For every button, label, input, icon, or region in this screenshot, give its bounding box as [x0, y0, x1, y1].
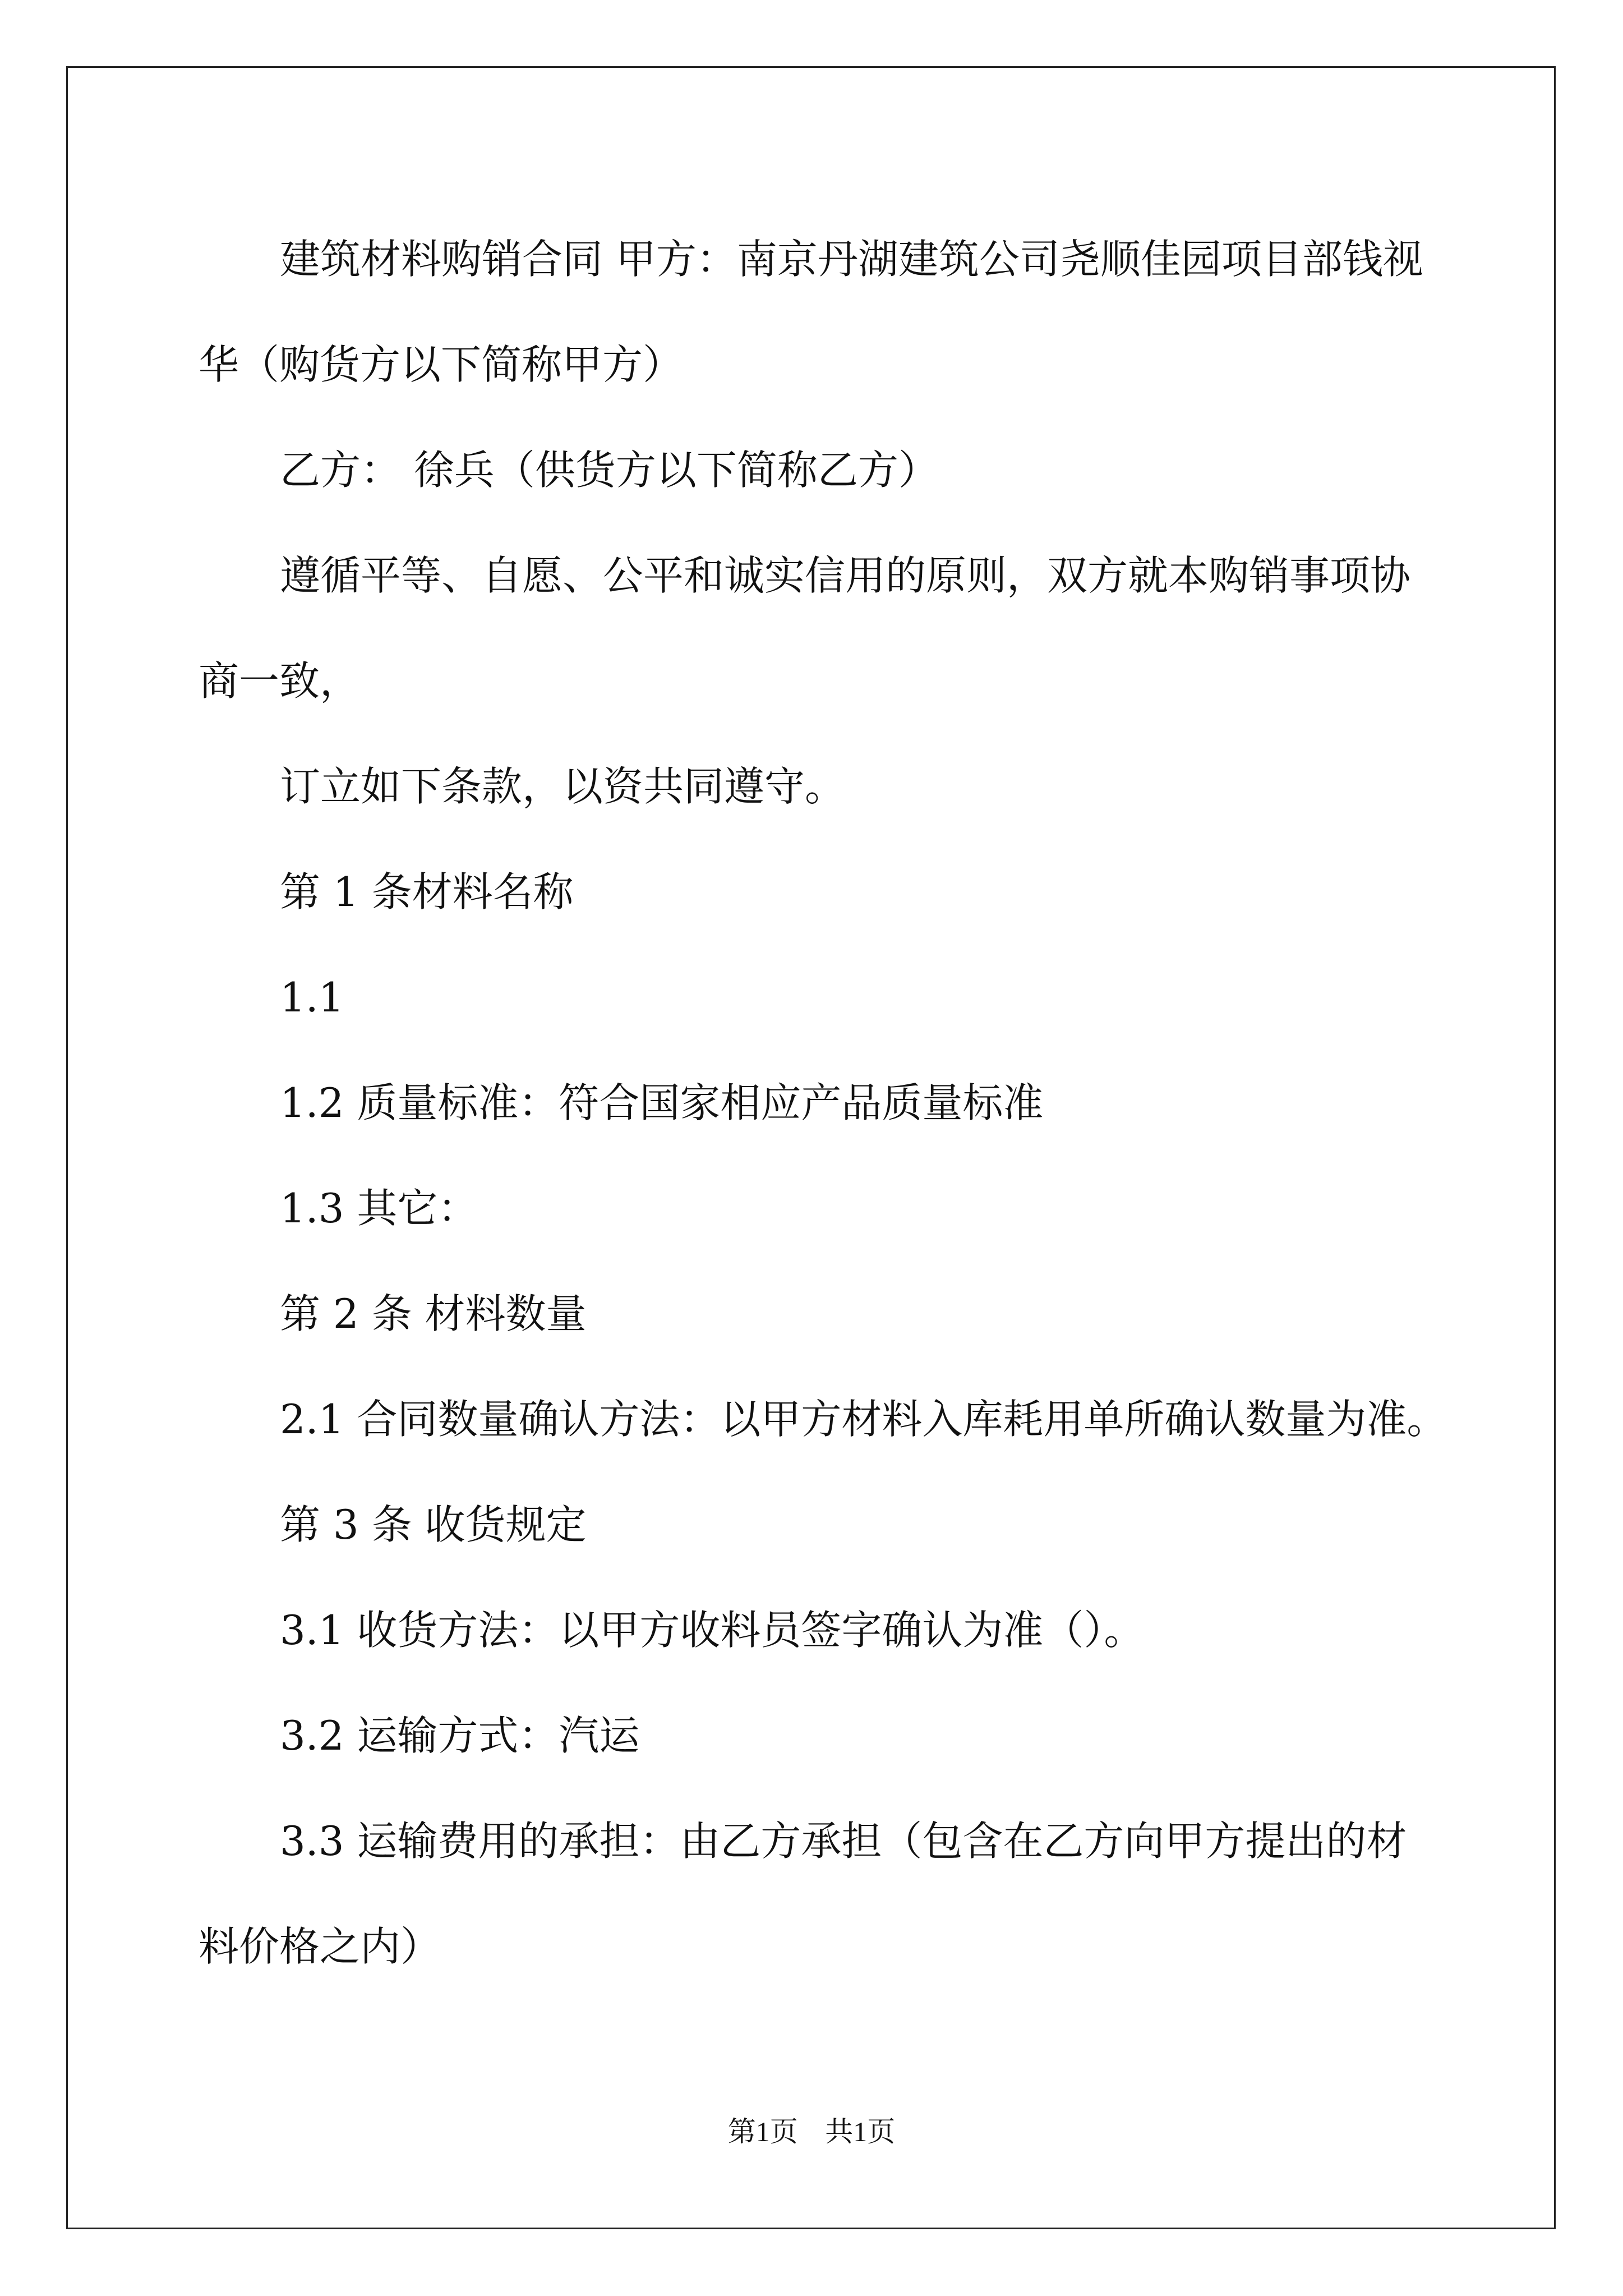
- clause-1-2: 1.2 质量标准：符合国家相应产品质量标准: [280, 1079, 1044, 1126]
- principle-continuation: 商一致，: [199, 657, 361, 705]
- clause-3-2: 3.2 运输方式：汽运: [280, 1712, 640, 1759]
- clause-1-3: 1.3 其它：: [280, 1185, 478, 1232]
- article-1-heading: 第 1 条材料名称: [280, 868, 574, 915]
- article-3-heading: 第 3 条 收货规定: [280, 1501, 587, 1548]
- clause-3-1: 3.1 收货方法：以甲方收料员签字确认为准（）。: [280, 1607, 1145, 1654]
- clause-1-1: 1.1: [280, 974, 344, 1021]
- clause-2-1: 2.1 合同数量确认方法：以甲方材料入库耗用单所确认数量为准。: [280, 1396, 1447, 1443]
- page-number-total: 共1页: [825, 2116, 896, 2147]
- clause-3-3: 3.3 运输费用的承担：由乙方承担（包含在乙方向甲方提出的材: [280, 1818, 1407, 1865]
- principle-line: 遵循平等、自愿、公平和诚实信用的原则，双方就本购销事项协: [280, 552, 1411, 599]
- contract-title-line: 建筑材料购销合同 甲方：南京丹湖建筑公司尧顺佳园项目部钱视: [280, 236, 1423, 283]
- clause-3-3-continuation: 料价格之内）: [199, 1923, 441, 1970]
- page-number-current: 第1页: [727, 2116, 798, 2147]
- document-body: [199, 206, 1447, 1999]
- page-footer: [0, 2109, 1623, 2150]
- contract-title-continuation: 华（购货方以下简称甲方）: [199, 341, 684, 388]
- terms-intro: 订立如下条款，以资共同遵守。: [280, 763, 846, 810]
- article-2-heading: 第 2 条 材料数量: [280, 1290, 587, 1337]
- party-b-line: 乙方： 徐兵（供货方以下简称乙方）: [280, 447, 939, 494]
